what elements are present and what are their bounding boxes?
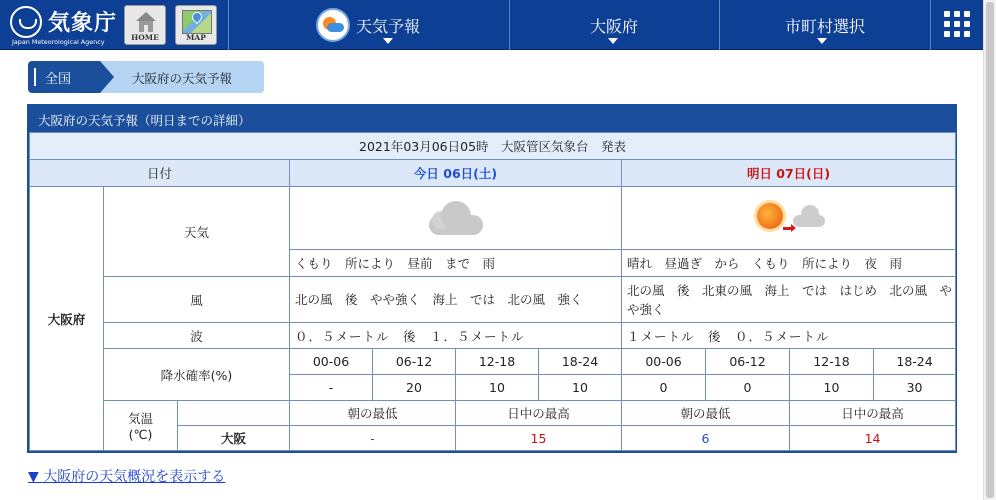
- cutoff-text-line: [28, 494, 288, 500]
- today-max-temp: 15: [456, 426, 622, 451]
- row-label-temp-line2: (℃): [128, 427, 153, 442]
- chevron-down-icon: [817, 38, 827, 44]
- breadcrumb-link-label: 全国: [45, 72, 72, 87]
- pop-value: 0: [622, 375, 706, 401]
- map-icon: [182, 10, 212, 34]
- pop-period: 18-24: [539, 349, 622, 375]
- pop-period: 18-24: [874, 349, 956, 375]
- chevron-down-icon: [383, 38, 393, 44]
- pop-value: 30: [874, 375, 956, 401]
- home-button-label: HOME: [131, 33, 159, 42]
- breadcrumb-current-label: 大阪府の天気予報: [132, 71, 233, 86]
- forecast-panel: [27, 104, 957, 453]
- date-header: 日付: [30, 160, 290, 187]
- pop-period: 06-12: [373, 349, 456, 375]
- issued-info: 2021年03月06日05時 大阪管区気象台 発表: [30, 133, 956, 160]
- pop-value: 0: [706, 375, 790, 401]
- map-button[interactable]: [175, 5, 217, 45]
- pop-period: 06-12: [706, 349, 790, 375]
- pop-value: 10: [539, 375, 622, 401]
- pop-period: 00-06: [622, 349, 706, 375]
- pop-period: 00-06: [290, 349, 373, 375]
- home-button[interactable]: [124, 5, 166, 45]
- today-min-label: 朝の最低: [290, 401, 456, 426]
- nav-city-select-label: 市町村選択: [785, 17, 866, 36]
- today-weather-icon-cell: [290, 187, 622, 250]
- row-label-weather: 天気: [104, 187, 290, 277]
- home-icon: [136, 12, 156, 32]
- today-wave: ０．５メートル 後 １．５メートル: [290, 323, 622, 349]
- map-button-label: MAP: [186, 33, 206, 42]
- row-label-pop: 降水確率(%): [104, 349, 290, 401]
- row-label-temp: [104, 401, 178, 451]
- chevron-down-icon: [608, 38, 618, 44]
- tomorrow-max-temp: 14: [790, 426, 956, 451]
- nav-prefecture-label: 大阪府: [590, 17, 639, 36]
- tomorrow-header: 明日 07日(日): [622, 160, 956, 187]
- breadcrumb-current: [100, 61, 264, 93]
- jma-logo[interactable]: [10, 4, 118, 46]
- row-label-wave: 波: [104, 323, 290, 349]
- today-min-temp: -: [290, 426, 456, 451]
- forecast-table: [29, 132, 956, 451]
- pop-value: 10: [790, 375, 874, 401]
- row-label-wind: 風: [104, 277, 290, 323]
- nav-weather-forecast-label: 天気予報: [356, 17, 421, 36]
- pop-period: 12-18: [456, 349, 539, 375]
- nav-prefecture[interactable]: [510, 0, 719, 50]
- tomorrow-weather-text: 晴れ 昼過ぎ から くもり 所により 夜 雨: [622, 250, 956, 277]
- breadcrumb-arrow-icon: [100, 61, 114, 93]
- grid-menu-button[interactable]: [932, 0, 983, 50]
- pop-period: 12-18: [790, 349, 874, 375]
- temp-blank-header: [178, 401, 290, 426]
- pop-value: -: [290, 375, 373, 401]
- breadcrumb-link-national[interactable]: [28, 61, 100, 93]
- today-weather-text: くもり 所により 昼前 まで 雨: [290, 250, 622, 277]
- tomorrow-wind: 北の風 後 北東の風 海上 では はじめ 北の風 やや強く: [622, 277, 956, 323]
- tomorrow-weather-icon-cell: [622, 187, 956, 250]
- sunny-then-cloudy-icon: [753, 197, 825, 237]
- cloudy-icon: [429, 199, 483, 235]
- row-label-temp-line1: 気温: [127, 411, 153, 426]
- forecast-icon: [316, 8, 350, 42]
- scrollbar-thumb[interactable]: [986, 2, 994, 498]
- global-header: [0, 0, 983, 50]
- today-wind: 北の風 後 やや強く 海上 では 北の風 強く: [290, 277, 622, 323]
- today-header: 今日 06日(土): [290, 160, 622, 187]
- nav-weather-forecast[interactable]: [228, 0, 509, 50]
- agency-name-en: Japan Meteorological Agency: [12, 38, 105, 46]
- tomorrow-max-label: 日中の最高: [790, 401, 956, 426]
- overview-toggle-link[interactable]: ▼ 大阪府の天気概況を表示する: [28, 469, 226, 485]
- area-name: 大阪府: [30, 187, 104, 451]
- jma-emblem-icon: [10, 6, 42, 38]
- nav-city-select[interactable]: [720, 0, 930, 50]
- agency-name: 気象庁: [48, 11, 118, 36]
- tomorrow-min-temp: 6: [622, 426, 790, 451]
- forecast-title: 大阪府の天気予報（明日までの詳細）: [29, 106, 955, 132]
- page-scrollbar[interactable]: [983, 0, 996, 500]
- temp-station: 大阪: [178, 426, 290, 451]
- tomorrow-min-label: 朝の最低: [622, 401, 790, 426]
- nav-divider: [930, 0, 931, 50]
- pop-value: 10: [456, 375, 539, 401]
- tomorrow-wave: １メートル 後 ０．５メートル: [622, 323, 956, 349]
- today-max-label: 日中の最高: [456, 401, 622, 426]
- pop-value: 20: [373, 375, 456, 401]
